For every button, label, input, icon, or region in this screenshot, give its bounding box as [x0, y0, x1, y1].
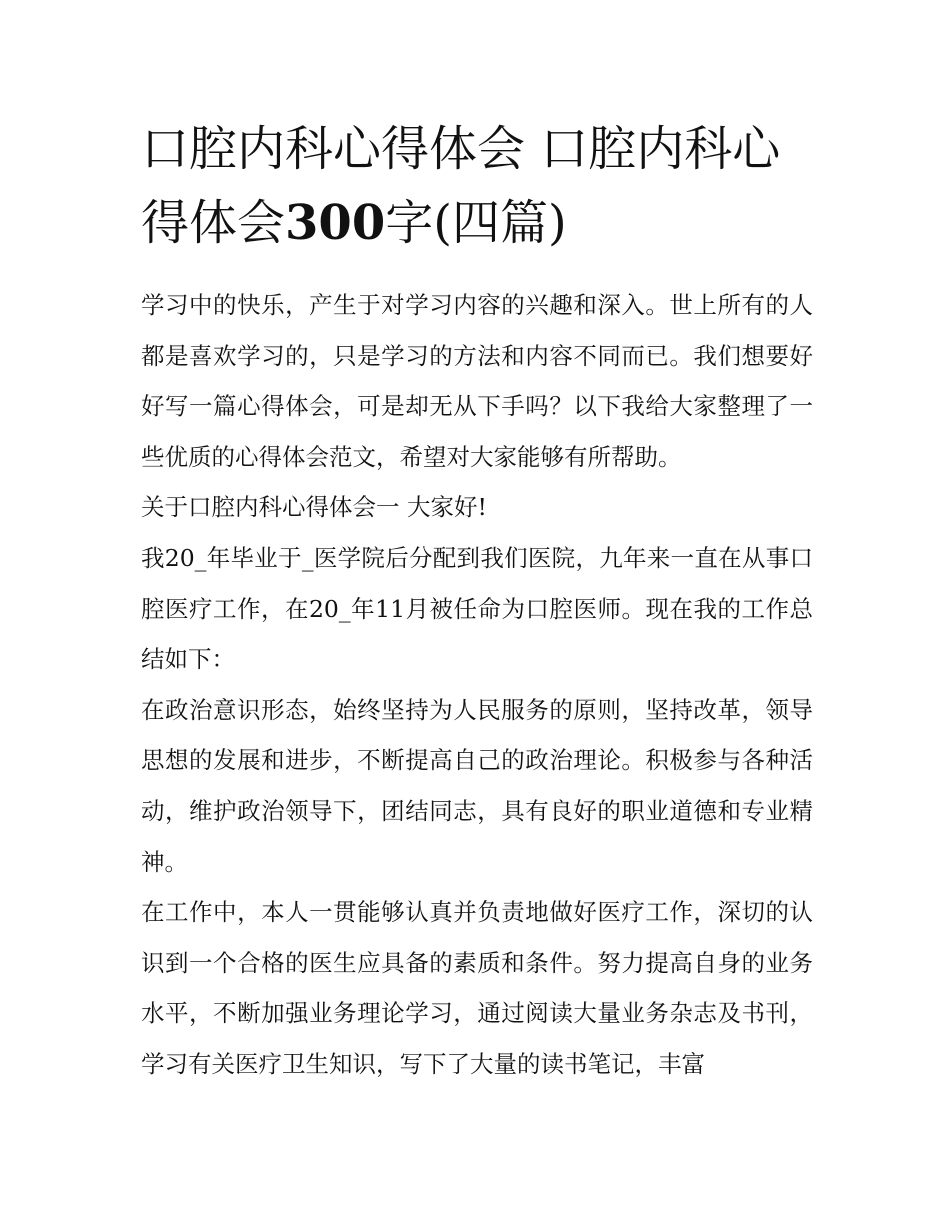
paragraph-work: 在工作中，本人一贯能够认真并负责地做好医疗工作，深切的认识到一个合格的医生应具备的素质和条件。努力提高自身的业务水平，不断加强业务理论学习，通过阅读大量业务杂志及书刊，学习有关医疗卫生知识，写下了大量的读书笔记，丰富	[141, 898, 813, 1078]
paragraph-background: 我20_年毕业于_医学院后分配到我们医院，九年来一直在从事口腔医疗工作，在20_年11月被任命为口腔医师。现在我的工作总结如下：	[141, 543, 813, 674]
paragraph-section-heading: 关于口腔内科心得体会一 大家好!	[141, 493, 487, 522]
title-suffix: 字(四篇)	[385, 195, 567, 251]
title-number: 300	[285, 195, 386, 251]
document-title	[141, 112, 821, 260]
paragraph-intro: 学习中的快乐，产生于对学习内容的兴趣和深入。世上所有的人都是喜欢学习的，只是学习的方法和内容不同而已。我们想要好好写一篇心得体会，可是却无从下手吗？以下我给大家整理了一些优质的心得体会范文，希望对大家能够有所帮助。	[141, 291, 813, 471]
paragraph-politics: 在政治意识形态，始终坚持为人民服务的原则，坚持改革，领导思想的发展和进步，不断提高自己的政治理论。积极参与各种活动，维护政治领导下，团结同志，具有良好的职业道德和专业精神。	[141, 695, 813, 876]
title-text: 口腔内科心得体会 口腔内科心得体会	[141, 121, 781, 251]
document-body	[141, 280, 813, 1090]
